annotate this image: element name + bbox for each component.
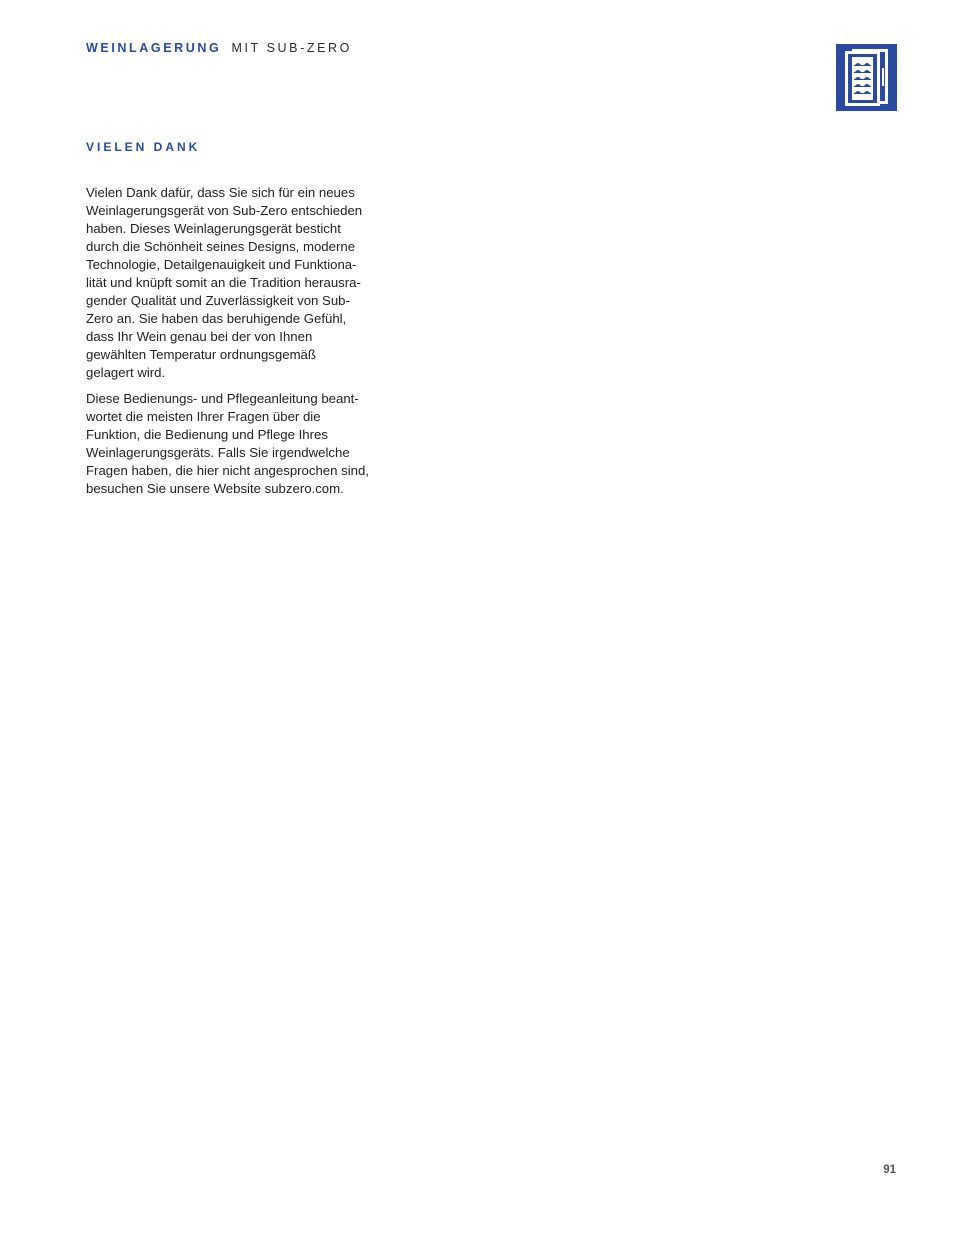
- body-text: [86, 184, 404, 506]
- running-header-title: WEINLAGERUNG: [86, 41, 222, 55]
- section-heading: VIELEN DANK: [86, 140, 201, 154]
- page-number: 91: [883, 1164, 896, 1176]
- paragraph-manual-info: Diese Bedienungs- und Pflegeanleitung beant- wortet die meisten Ihrer Fragen über die Funktion, die Bedienung und Pflege Ihres Weinlagerungsgeräts. Falls Sie irgendwelche Fragen haben, die hier nicht angesprochen sind, besuchen Sie unsere Website subzero.com.: [86, 391, 369, 496]
- paragraph-intro: Vielen Dank dafür, dass Sie sich für ein neues Weinlagerungsgerät von Sub-Zero entschieden haben. Dieses Weinlagerungsgerät besticht durch die Schönheit seines Designs, moderne Technologie, Detailgenauigkeit und Funktiona- lität und knüpft somit an die Tradition herausra- gender Qualität und Zuverlässigkeit von Sub- Zero an. Sie haben das beruhigende Gefühl, dass Ihr Wein genau bei der von Ihnen gewählten Temperatur ordnungsgemäß gelagert wird.: [86, 185, 363, 380]
- running-header-subtitle: MIT SUB-ZERO: [231, 41, 353, 55]
- running-header: [86, 40, 352, 56]
- wine-storage-icon: [836, 44, 897, 111]
